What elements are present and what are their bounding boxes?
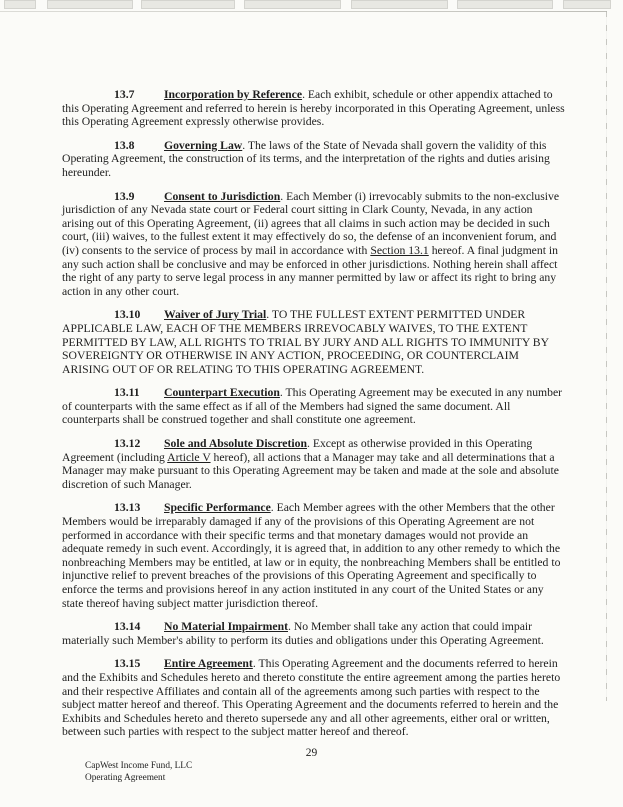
section-number: 13.11 [114,386,140,400]
section-number: 13.7 [114,88,135,101]
section-paragraph [62,620,565,647]
scan-artifact-block [4,0,36,9]
scan-artifact-block [141,0,235,9]
section-number: 13.12 [114,437,141,451]
section-paragraph [62,190,565,299]
document-body [62,88,565,749]
section-body-text: . Each exhibit, schedule or other appendix attached to this Operating Agreement and referred to herein is hereby incorporated in this Operating Agreement, unless this Operating Agreement expressly otherwise provides. [62,88,565,129]
section-number: 13.15 [114,657,141,671]
cross-reference: Section 13.1 [370,243,429,257]
scan-artifact-block [244,0,341,9]
scan-artifact-vertical-line [606,11,607,701]
section-paragraph [62,657,565,739]
section-number: 13.8 [114,138,135,152]
section-paragraph [62,501,565,610]
section-paragraph [62,139,565,180]
section-body-text: . No Member shall take any action that could impair materially such Member's ability to perform its duties and obligations under this Operating Agreement. [62,620,544,647]
scan-artifact-block [47,0,133,9]
scan-artifact-block [351,0,448,9]
section-paragraph [62,308,565,376]
section-heading: Counterpart Execution [164,386,280,400]
section-heading: Governing Law [164,138,243,152]
scan-artifact-block [563,0,611,9]
section-heading: Incorporation by Reference [164,88,303,101]
scan-artifact-block [457,0,553,9]
section-body-text: . This Operating Agreement and the documents referred to herein and the Exhibits and Schedules hereto and thereto constitute the entire agreement among the parties hereto and their respective Affiliates and contain all of the agreements among such parties with respect to the subject matter hereof and thereof. This Operating Agreement and the documents referred to herein and the Exhibits and Schedules hereto and thereto supersede any and all other agreements, either oral or written, between such parties with respect to the subject matter hereof and thereof. [62,657,561,739]
section-body-text: . Each Member (i) irrevocably submits to the non-exclusive jurisdiction of any Nevada state court or Federal court sitting in Clark County, Nevada, in any action arising out of this Operating Agreement, (ii) agrees that all claims in such action may be decided in such court, (iii) waives, to the fullest extent it may effectively do so, the defense of an inconvenient forum, and (iv) consents to the service of process by mail in accordance with [62,189,560,257]
section-body-text: hereof), all actions that a Manager may take and all determinations that a Manager may make pursuant to this Operating Agreement may be taken and made at the sole and absolute discretion of such Manager. [62,450,559,491]
footer-company-name: CapWest Income Fund, LLC [85,761,193,771]
cross-reference: Article V [167,450,211,464]
document-footer [85,761,192,784]
section-body-text: . The laws of the State of Nevada shall govern the validity of this Operating Agreement, the construction of its terms, and the interpretation of the rights and duties arising hereunder. [62,138,550,179]
section-heading: Entire Agreement [164,657,253,671]
section-heading: No Material Impairment [164,620,288,634]
section-paragraph [62,437,565,491]
section-heading: Consent to Jurisdiction [164,189,281,203]
section-number: 13.13 [114,501,141,515]
section-paragraph [62,386,565,427]
section-paragraph [62,88,565,129]
section-number: 13.14 [114,620,141,634]
footer-document-title: Operating Agreement [85,772,166,783]
section-number: 13.9 [114,189,135,203]
section-number: 13.10 [114,308,141,322]
scan-artifact-horizontal-line [0,11,607,12]
section-heading: Waiver of Jury Trial [164,308,267,322]
section-body-text: hereof. A final judgment in any such action shall be conclusive and may be enforced in other jurisdictions. Nothing herein shall affect the right of any party to serve legal process in any manner permitted by law or affect its right to bring any action in any other court. [62,243,558,298]
section-body-text: . Each Member agrees with the other Members that the other Members would be irreparably damaged if any of the provisions of this Operating Agreement are not performed in accordance with their specific terms and that monetary damages would not provide an adequate remedy in such event. Accordingly, it is agreed that, in addition to any other remedy to which the nonbreaching Members may be entitled, at law or in equity, the nonbreaching Members shall be entitled to injunctive relief to prevent breaches of the provisions of this Operating Agreement and specifically to enforce the terms and provisions hereof in any action instituted in any court of the United States or any state thereof having subject matter jurisdiction thereof. [62,501,561,610]
section-heading: Specific Performance [164,501,271,515]
page-number: 29 [305,747,318,759]
section-body-text: . TO THE FULLEST EXTENT PERMITTED UNDER APPLICABLE LAW, EACH OF THE MEMBERS IRREVOCABLY WAIVES, TO THE EXTENT PERMITTED BY LAW, ALL RIGHTS TO TRIAL BY JURY AND ALL RIGHTS TO IMMUNITY BY SOVEREIGNTY OR OTHERWISE IN ANY ACTION, PROCEEDING, OR COUNTERCLAIM ARISING OUT OF OR RELATING TO THIS OPERATING AGREEMENT. [62,308,549,376]
section-body-text: . This Operating Agreement may be executed in any number of counterparts with the same effect as if all of the Members had signed the same document. All counterparts shall be construed together and shall constitute one agreement. [62,386,563,427]
section-heading: Sole and Absolute Discretion [164,437,307,451]
section-body-text: . Except as otherwise provided in this Operating Agreement (including [62,437,533,464]
